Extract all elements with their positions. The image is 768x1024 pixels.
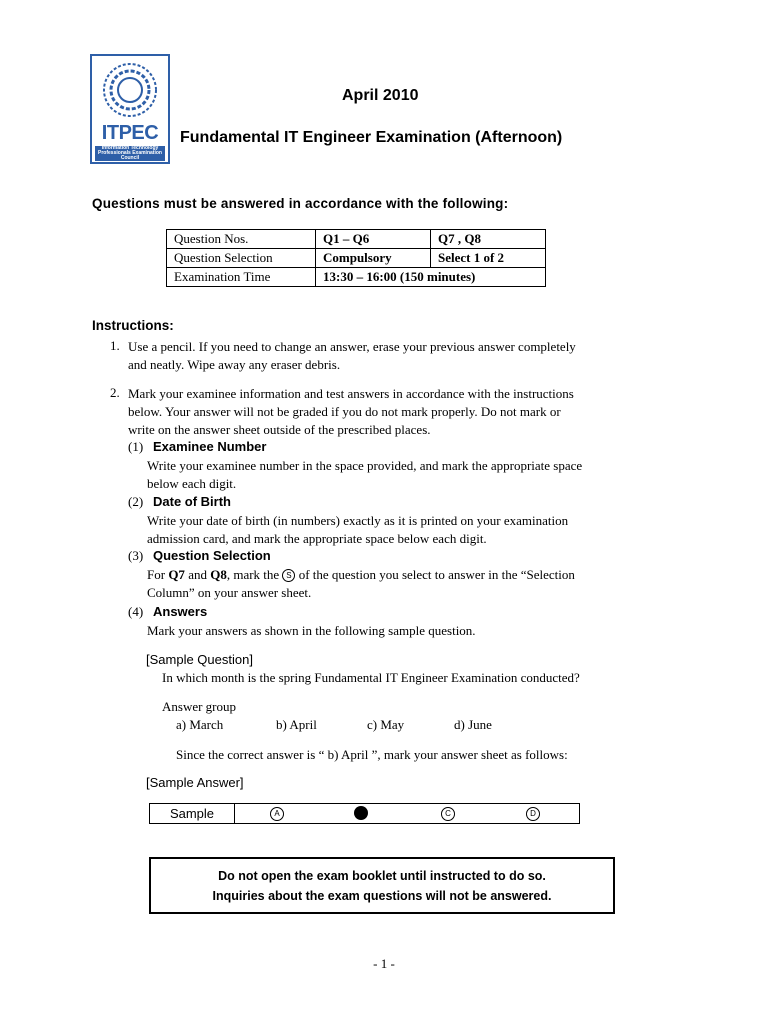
table-cell: Examination Time: [167, 268, 316, 287]
option-b: b) April: [276, 717, 317, 732]
text-fragment: and: [184, 567, 211, 582]
table-row: [167, 249, 546, 268]
text-line: and neatly. Wipe away any eraser debris.: [128, 357, 341, 372]
lead-text: Questions must be answered in accordance with the following:: [92, 196, 509, 211]
sub-heading: Answers: [153, 604, 208, 619]
text-line: below each digit.: [147, 476, 237, 491]
text-fragment: of the question you select to answer in the “Selection: [295, 567, 575, 582]
text-fragment: , mark the: [226, 567, 283, 582]
logo-sub-1: Information Technology: [101, 145, 159, 151]
text-line: Column” on your answer sheet.: [147, 585, 312, 600]
table-cell: Select 1 of 2: [431, 249, 546, 268]
table-cell: 13:30 – 16:00 (150 minutes): [316, 268, 546, 287]
sub-4-text: Mark your answers as shown in the following sample question.: [147, 623, 476, 638]
table-cell: Compulsory: [316, 249, 431, 268]
sub-number: (3): [128, 548, 144, 563]
sample-question-label: [Sample Question]: [146, 652, 253, 667]
table-row: [167, 230, 546, 249]
option-a: a) March: [176, 717, 224, 732]
table-cell: Question Selection: [167, 249, 316, 268]
instruction-item-1: [128, 338, 688, 374]
answer-group-label: Answer group: [162, 699, 237, 714]
circled-s-icon: S: [282, 569, 295, 582]
exam-date: April 2010: [342, 87, 419, 104]
sample-row-label: Sample: [150, 804, 235, 823]
logo-text: ITPEC: [101, 122, 159, 144]
bubble-d-icon: D: [526, 807, 540, 821]
sub-number: (2): [128, 494, 144, 509]
q7-label: Q7: [168, 567, 185, 582]
exam-title: Fundamental IT Engineer Examination (Afternoon): [180, 129, 563, 146]
sub-heading: Examinee Number: [153, 439, 267, 454]
instruction-item-2: [128, 385, 688, 439]
exam-info-table: [166, 229, 546, 287]
itpec-logo: [90, 54, 170, 164]
table-cell: Q7 , Q8: [431, 230, 546, 249]
instructions-heading: Instructions:: [92, 318, 174, 333]
item-number: 2.: [110, 385, 120, 400]
text-line: Write your date of birth (in numbers) exactly as it is printed on your examination: [147, 513, 569, 528]
q8-label: Q8: [210, 567, 227, 582]
sample-question-text: In which month is the spring Fundamental IT Engineer Examination conducted?: [162, 670, 580, 685]
logo-band: [95, 146, 165, 161]
text-line: Use a pencil. If you need to change an answer, erase your previous answer completely: [128, 339, 576, 354]
text-fragment: For: [147, 567, 169, 582]
logo-sub-2: Professionals Examination Council: [98, 150, 162, 161]
sub-number: (4): [128, 604, 144, 619]
text-line: [147, 566, 707, 584]
table-row: [167, 268, 546, 287]
sample-explanation: Since the correct answer is “ b) April ”, mark your answer sheet as follows:: [176, 747, 568, 762]
sub-2-text: [147, 512, 687, 548]
text-line: Write your examinee number in the space provided, and mark the appropriate space: [147, 458, 583, 473]
sub-heading: Question Selection: [153, 548, 271, 563]
text-line: write on the answer sheet outside of the prescribed places.: [128, 422, 431, 437]
text-line: below. Your answer will not be graded if you do not mark properly. Do not mark or: [128, 404, 561, 419]
notice-line-1: Do not open the exam booklet until instructed to do so.: [218, 869, 546, 883]
bubble-c-icon: C: [441, 807, 455, 821]
option-d: d) June: [454, 717, 492, 732]
sample-answer-row: [149, 803, 580, 824]
sub-3-text: [147, 566, 707, 602]
sub-1-text: [147, 457, 687, 493]
sample-answer-label: [Sample Answer]: [146, 775, 244, 790]
page-number: - 1 -: [373, 956, 395, 971]
option-c: c) May: [367, 717, 405, 732]
table-cell: Question Nos.: [167, 230, 316, 249]
bubble-a-icon: A: [270, 807, 284, 821]
item-number: 1.: [110, 338, 120, 353]
sub-heading: Date of Birth: [153, 494, 231, 509]
notice-line-2: Inquiries about the exam questions will not be answered.: [212, 889, 552, 903]
text-line: Mark your examinee information and test answers in accordance with the instructions: [128, 386, 574, 401]
bubble-b-filled-icon: [354, 806, 368, 820]
text-line: admission card, and mark the appropriate space below each digit.: [147, 531, 487, 546]
sun-emblem-icon: [92, 56, 168, 122]
table-cell: Q1 – Q6: [316, 230, 431, 249]
notice-box: [149, 857, 615, 914]
sub-number: (1): [128, 439, 144, 454]
